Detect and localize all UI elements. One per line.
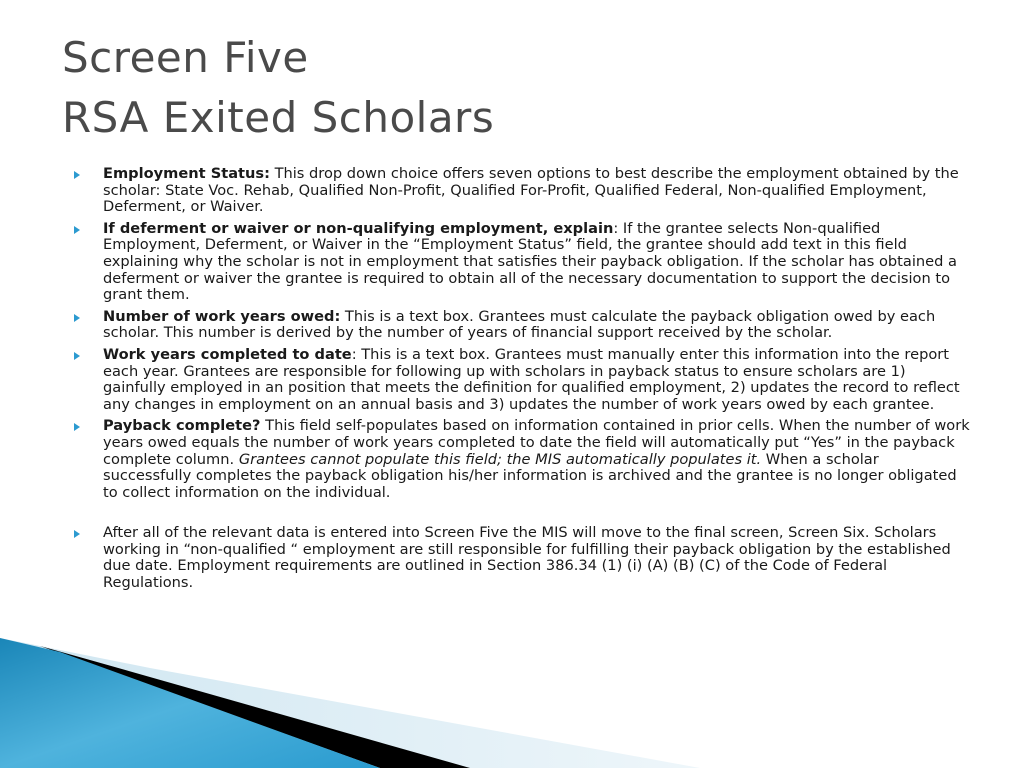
bullet-text: This drop down choice offers seven options to best describe the employment obtained by the scholar: State Voc. Rehab, Qualified Non-Profit, Qualified For-Profit, Qualified Federal, Non-qualified Employment, Deferment, or Waiver. <box>103 165 959 216</box>
slide-title <box>62 28 494 148</box>
bullet-term: Number of work years owed: <box>103 307 341 325</box>
bullet-work-years-owed <box>70 309 970 342</box>
triangle-bullet-icon <box>74 171 80 179</box>
bullet-text: : This is a text box. Grantees must manually enter this information into the report each year. Grantees are responsible for following up with scholars in payback status to ensure scholars are 1) gainfully employed in an position that meets the definition for qualified employment, 2) updates the record to reflect any changes in employment on an annual basis and 3) updates the number of work years owed by each grantee. <box>103 345 960 413</box>
triangle-bullet-icon <box>74 226 80 234</box>
triangle-bullet-icon <box>74 352 80 360</box>
bullet-work-years-completed <box>70 347 970 413</box>
bullet-term: Work years completed to date <box>103 345 352 363</box>
bullet-term: Employment Status: <box>103 165 270 182</box>
bullet-payback-complete <box>70 418 970 501</box>
bullet-term: Payback complete? <box>103 417 261 435</box>
bullet-text: This field self-populates based on information contained in prior cells. When the number of work years owed equals the number of work years completed to date the field will automatically put “Yes” in the payback complete column. <box>103 417 970 468</box>
triangle-bullet-icon <box>74 530 80 538</box>
bullet-text: This is a text box. Grantees must calculate the payback obligation owed by each scholar. This number is derived by the number of years of financial support received by the scholar. <box>103 307 936 342</box>
bullet-text-continued: When a scholar successfully completes the payback obligation his/her information is archived and the grantee is no longer obligated to collect information on the individual. <box>103 450 957 501</box>
corner-decoration <box>0 638 1024 768</box>
bullet-deferment-explain <box>70 221 970 304</box>
triangle-bullet-icon <box>74 314 80 322</box>
title-line-2: RSA Exited Scholars <box>62 93 495 142</box>
triangle-bullet-icon <box>74 423 80 431</box>
bullet-italic-note: Grantees cannot populate this field; the MIS automatically populates it. <box>238 450 762 468</box>
bullet-text: After all of the relevant data is entered into Screen Five the MIS will move to the final screen, Screen Six. Scholars working in “non-qualified “ employment are still responsible for fulfilling their payback obligation by the established due date. Employment requirements are outlined in Section 386.34 (1) (i) (A) (B) (C) of the Code of Federal Regulations. <box>103 524 951 592</box>
bullet-final-summary <box>70 525 970 591</box>
title-line-1: Screen Five <box>62 33 309 82</box>
bullet-term: If deferment or waiver or non-qualifying employment, explain <box>103 219 614 237</box>
bullet-list <box>70 166 970 597</box>
bullet-employment-status <box>70 166 970 216</box>
bullet-text: : If the grantee selects Non-qualified Employment, Deferment, or Waiver in the “Employment Status” field, the grantee should add text in this field explaining why the scholar is not in employment that satisfies their payback obligation. If the scholar has obtained a deferment or waiver the grantee is required to obtain all of the necessary documentation to support the decision to grant them. <box>103 219 957 304</box>
